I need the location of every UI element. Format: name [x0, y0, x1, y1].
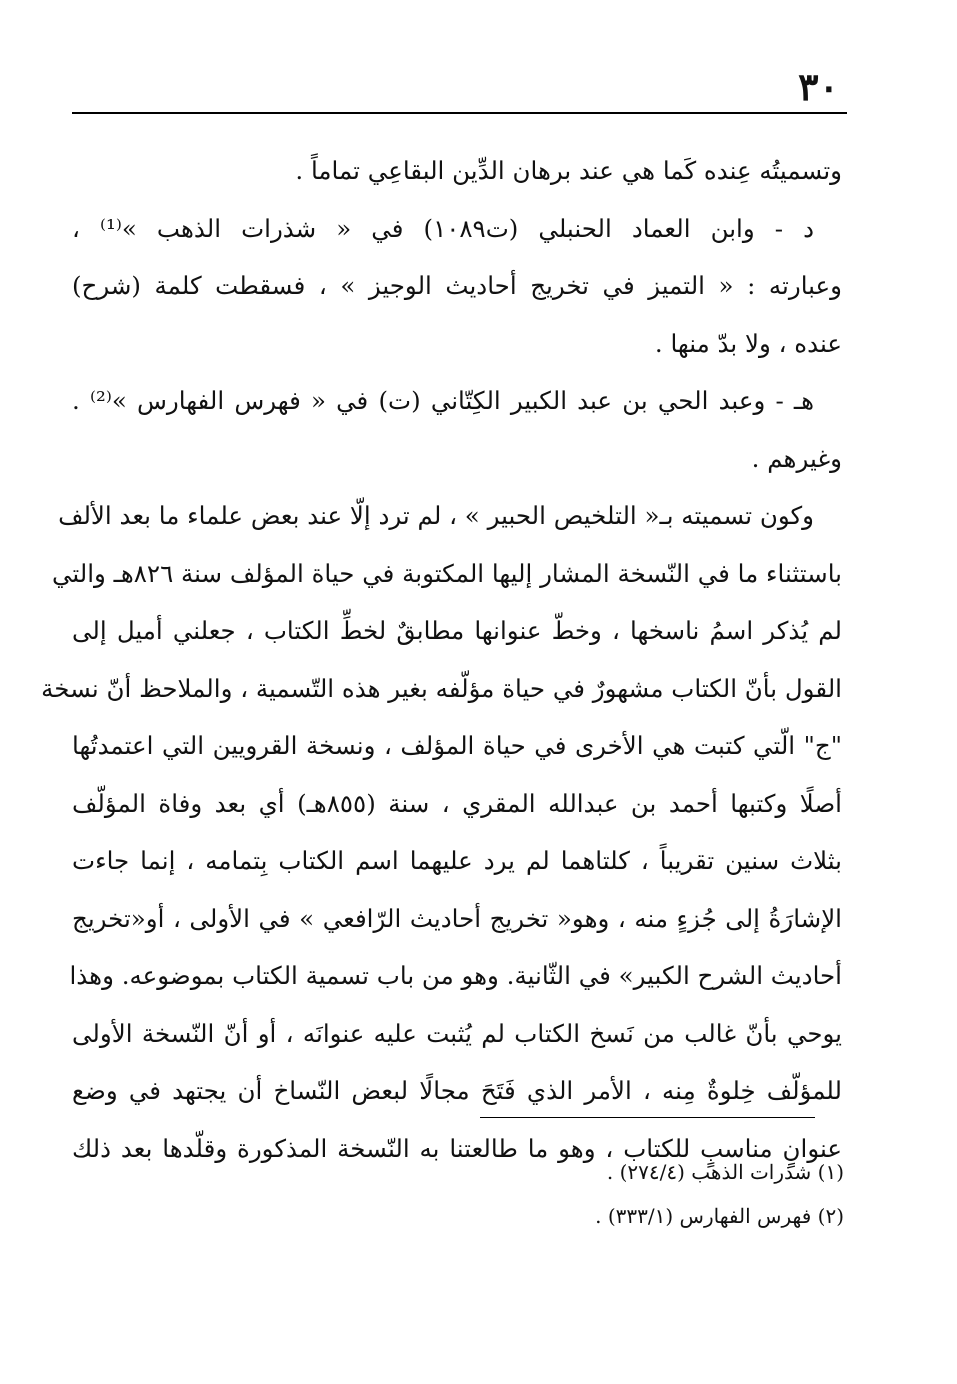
text-line: عنوانٍ مناسبٍ للكتاب ، وهو ما طالعتنا به النّسخة المذكورة وقلّدها بعد ذلك — [72, 1133, 842, 1163]
body-text — [41, 142, 842, 1177]
footnote-separator — [480, 1117, 815, 1118]
text-line: لم يُذكر اسمُ ناسخها ، وخطّ عنوانها مطابقٌ لخطِّ الكتاب ، جعلني أميل إلى — [72, 616, 842, 645]
footnote-item: (٢) فهرس الفهارس (٣٣٣/١) . — [595, 1204, 844, 1228]
page-number: ٣٠ — [798, 64, 839, 109]
text-line: أحاديث الشرح الكبير» في الثّانية. وهو من باب تسمية الكتاب بموضوعه. وهذا — [69, 961, 842, 990]
text-line: يوحي بأنّ غالب من نَسخ الكتاب لم يُثبت عليه عنوانَه ، أو أنّ النّسخة الأولى — [72, 1018, 842, 1048]
text-line: هـ - وعبد الحي بن عبد الكبير الكِتّاني (ت) في « فهرس الفهارس »⁽²⁾ . — [72, 386, 815, 415]
header-rule — [72, 112, 847, 114]
text-line: عنده ، ولا بدّ منها . — [654, 328, 842, 358]
text-line: أصلًا وكتبها أحمد بن عبدالله المقري ، سنة (٨٥٥هـ) أي بعد وفاة المؤلّف — [72, 788, 842, 818]
footnotes — [144, 1150, 844, 1238]
text-line: وعبارته : « التميز في تخريج أحاديث الوجيز » ، فسقطت كلمة (شرح) — [72, 271, 842, 300]
text-line: للمؤلّف خِلوةٌ مِنه ، الأمر الذي فَتَحَ مجالًا لبعض النّساخ أن يجتهد في وضع — [72, 1076, 842, 1105]
text-line: وتسميتُه عِنده كَما هي عند برهان الدِّين البقاعِي تماماً . — [295, 156, 842, 185]
text-line: القول بأنّ الكتاب مشهورٌ في حياة مؤلّفه بغير هذه التّسمية ، والملاحظ أنّ نسخة — [41, 673, 842, 703]
text-line: بثلاث سنين تقريباً ، كلتاهما لم يرد عليهما اسم الكتاب بِتمامه ، إنما جاءت — [72, 846, 842, 875]
text-line: وغيرهم . — [751, 443, 842, 473]
footnote-item: (١) شذرات الذهب (٢٧٤/٤) . — [606, 1160, 844, 1184]
text-line: د - وابن العماد الحنبلي (ت١٠٨٩) في « شذرات الذهب »⁽¹⁾ ، — [72, 213, 814, 243]
text-line: الإشارَةُ إلى جُزءٍ منه ، وهو« تخريج أحاديث الرّافعي » في الأولى ، أو«تخريج — [72, 903, 842, 933]
text-line: "ج" الّتي كتبت هي الأخرى في حياة المؤلف ، ونسخة القرويين التي اعتمدتُها — [72, 731, 842, 760]
text-line: وكون تسميته بـ« التلخيص الحبير » ، لم ترد إلّا عند بعض علماء ما بعد الألف — [58, 501, 814, 530]
text-line: باستثناء ما في النّسخة المشار إليها المكتوبة في حياة المؤلف سنة ٨٢٦هـ والتي — [51, 558, 842, 588]
